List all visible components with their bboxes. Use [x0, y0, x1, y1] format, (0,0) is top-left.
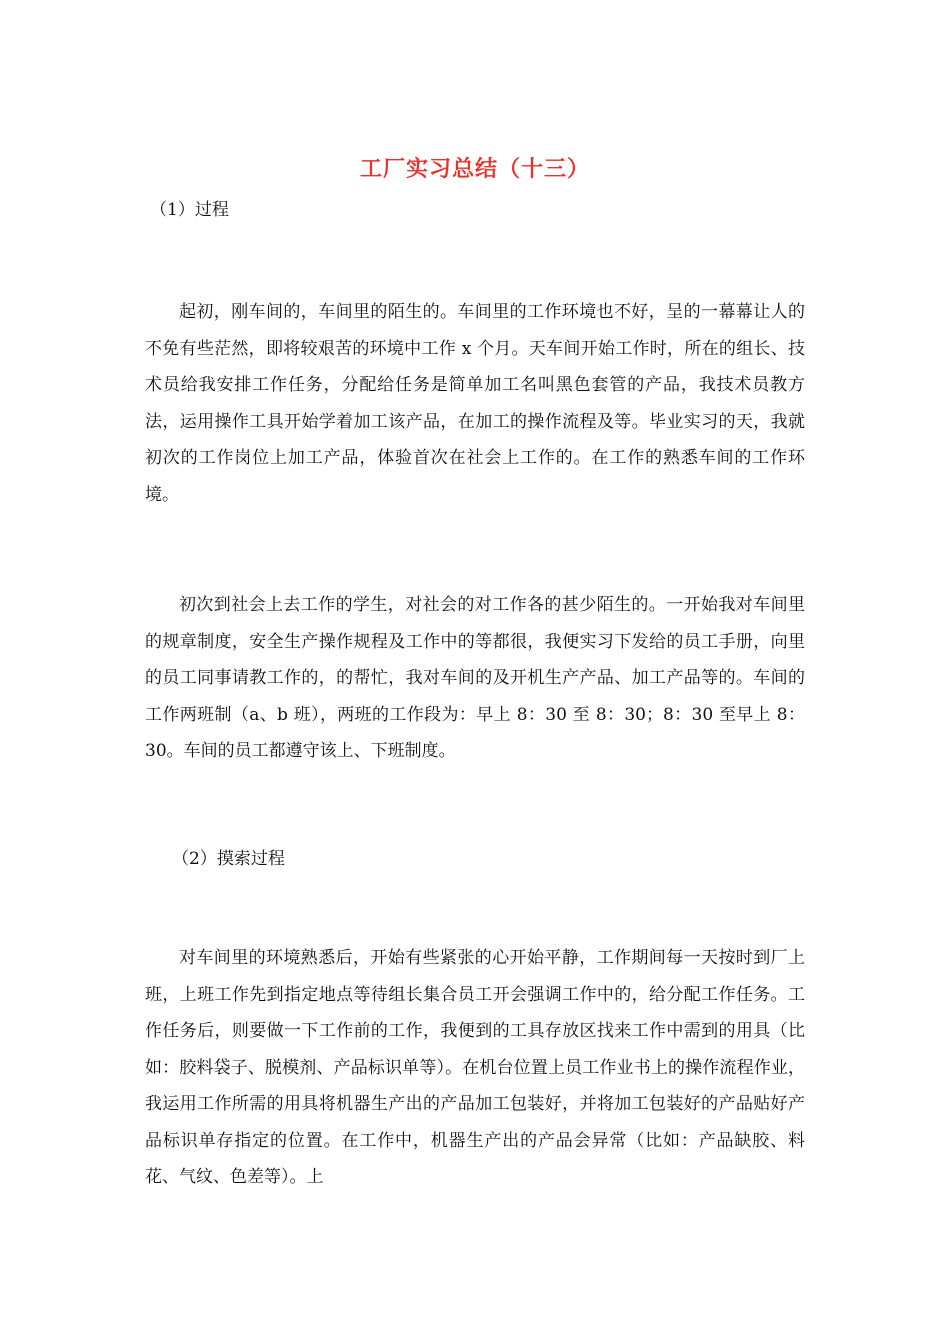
document-title: 工厂实习总结（十三）	[359, 157, 590, 182]
paragraph-1: 起初，刚车间的，车间里的陌生的。车间里的工作环境也不好，呈的一幕幕让人的不免有些茫然，即将较艰苦的环境中工作 x 个月。天车间开始工作时，所在的组长、技术员给我安排工作任务，分配给任务是简单加工名叫黑色套管的产品，我技术员教方法，运用操作工具开始学着加工该产品，在加工的操作流程及等。毕业实习的天，我就初次的工作岗位上加工产品，体验首次在社会上工作的。在工作的熟悉车间的工作环境。	[145, 302, 805, 505]
paragraph-2: 初次到社会上去工作的学生，对社会的对工作各的甚少陌生的。一开始我对车间里的规章制度，安全生产操作规程及工作中的等都很，我便实习下发给的员工手册，向里的员工同事请教工作的，的帮忙，我对车间的及开机生产产品、加工产品等的。车间的工作两班制（a、b 班），两班的工作段为：早上 8：30 至 8：30；8：30 至早上 8：30。车间的员工都遵守该上、下班制度。	[145, 595, 805, 761]
paragraph-3: 对车间里的环境熟悉后，开始有些紧张的心开始平静，工作期间每一天按时到厂上班，上班工作先到指定地点等待组长集合员工开会强调工作中的，给分配工作任务。工作任务后，则要做一下工作前的工作，我便到的工具存放区找来工作中需到的用具（比如：胶料袋子、脱模剂、产品标识单等）。在机台位置上员工作业书上的操作流程作业，我运用工作所需的用具将机器生产出的产品加工包装好，并将加工包装好的产品贴好产品标识单存指定的位置。在工作中，机器生产出的产品会异常（比如：产品缺胶、料花、气纹、色差等）。上	[145, 948, 805, 1187]
section-heading-process: （1）过程	[150, 200, 229, 220]
section-heading-exploration: （2）摸索过程	[172, 849, 285, 869]
